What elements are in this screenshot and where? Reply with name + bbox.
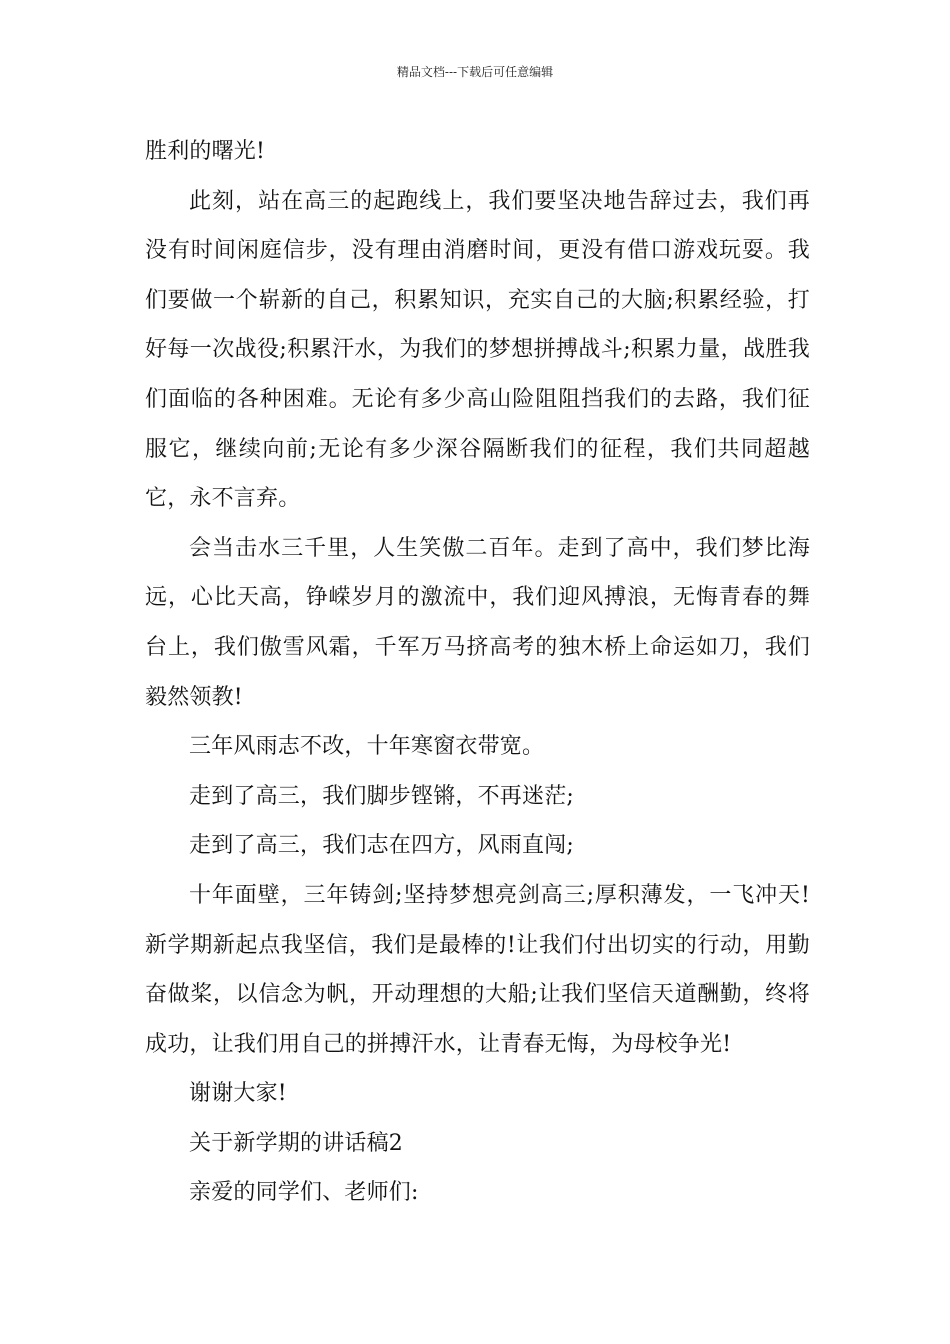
- document-body: [145, 127, 810, 1218]
- paragraph-4: 三年风雨志不改，十年寒窗衣带宽。: [189, 734, 545, 760]
- page-header: 精品文档---下载后可任意编辑: [396, 65, 554, 79]
- paragraph-1: 胜利的曙光!: [145, 139, 266, 164]
- paragraph-6: 走到了高三，我们志在四方，风雨直闯;: [189, 833, 575, 859]
- paragraph-7: 十年面壁，三年铸剑;坚持梦想亮剑高三;厚积薄发，一飞冲天!新学期新起点我坚信，我们是最棒的!让我们付出切实的行动，用勤奋做桨，以信念为帆，开动理想的大船;让我们坚信天道酬勤，终将成功，让我们用自己的拼搏汗水，让青春无悔，为母校争光!: [145, 882, 810, 1057]
- section-title: 关于新学期的讲话稿2: [189, 1130, 403, 1156]
- salutation: 亲爱的同学们、老师们:: [189, 1180, 419, 1206]
- paragraph-3: 会当击水三千里，人生笑傲二百年。走到了高中，我们梦比海远，心比天高，铮嵘岁月的激流中，我们迎风搏浪，无悔青春的舞台上，我们傲雪风霜，千军万马挤高考的独木桥上命运如刀，我们毅然领教!: [145, 535, 810, 710]
- paragraph-5: 走到了高三，我们脚步铿锵，不再迷茫;: [189, 783, 575, 809]
- paragraph-8: 谢谢大家!: [189, 1081, 287, 1107]
- paragraph-2: 此刻，站在高三的起跑线上，我们要坚决地告辞过去，我们再没有时间闲庭信步，没有理由消磨时间，更没有借口游戏玩耍。我们要做一个崭新的自己，积累知识，充实自己的大脑;积累经验，打好每一次战役;积累汗水，为我们的梦想拼搏战斗;积累力量，战胜我们面临的各种困难。无论有多少高山险阻阻挡我们的去路，我们征服它，继续向前;无论有多少深谷隔断我们的征程，我们共同超越它，永不言弃。: [145, 188, 810, 512]
